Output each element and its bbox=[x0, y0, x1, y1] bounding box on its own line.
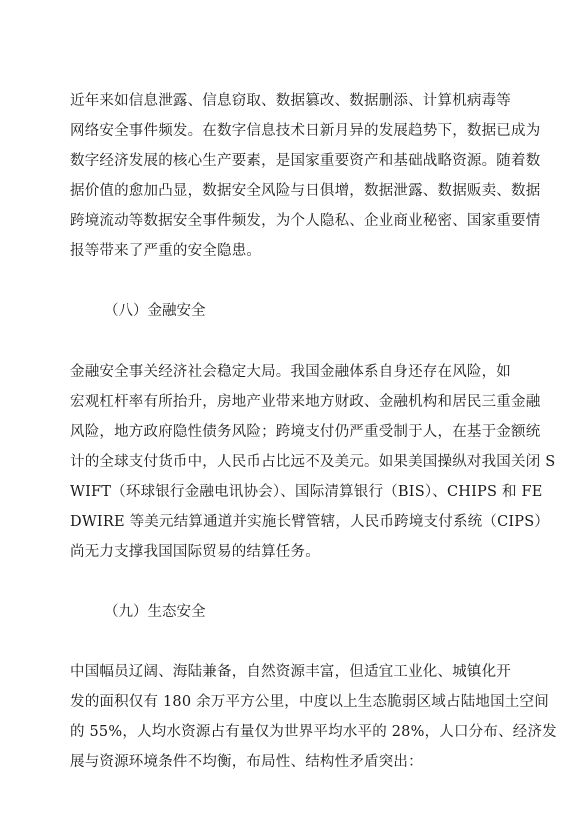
para1-line-5: 跨境流动等数据安全事件频发，为个人隐私、企业商业秘密、国家重要情 bbox=[70, 213, 541, 229]
para1-line-6: 报等带来了严重的安全隐患。 bbox=[70, 243, 262, 259]
para1-line-3: 数字经济发展的核心生产要素，是国家重要资产和基础战略资源。随着数 bbox=[70, 153, 541, 169]
para3-line-1: 中国幅员辽阔、海陆兼备，自然资源丰富，但适宜工业化、城镇化开 bbox=[70, 664, 511, 680]
para2-line-6: DWIRE 等美元结算通道并实施长臂管辖，人民币跨境支付系统（CIPS） bbox=[70, 514, 550, 530]
section-heading-financial-security: （八）金融安全 bbox=[104, 303, 206, 319]
para3-line-3: 的 55%，人均水资源占有量仅为世界平均水平的 28%，人口分布、经济发 bbox=[70, 724, 557, 740]
para2-line-5: WIFT（环球银行金融电讯协会）、国际清算银行（BIS）、CHIPS 和 FE bbox=[70, 484, 543, 500]
para1-line-1: 近年来如信息泄露、信息窃取、数据篡改、数据删添、计算机病毒等 bbox=[70, 93, 511, 109]
para2-line-7: 尚无力支撑我国国际贸易的结算任务。 bbox=[70, 544, 320, 560]
para2-line-3: 风险，地方政府隐性债务风险；跨境支付仍严重受制于人，在基于金额统 bbox=[70, 424, 541, 440]
para1-line-4: 据价值的愈加凸显，数据安全风险与日俱增，数据泄露、数据贩卖、数据 bbox=[70, 183, 541, 199]
para1-line-2: 网络安全事件频发。在数字信息技术日新月异的发展趋势下，数据已成为 bbox=[70, 123, 541, 139]
para2-line-2: 宏观杠杆率有所抬升，房地产业带来地方财政、金融机构和居民三重金融 bbox=[70, 394, 541, 410]
para2-line-1: 金融安全事关经济社会稳定大局。我国金融体系自身还存在风险，如 bbox=[70, 364, 511, 380]
section-heading-ecological-security: （九）生态安全 bbox=[104, 604, 206, 620]
para2-line-4: 计的全球支付货币中，人民币占比远不及美元。如果美国操纵对我国关闭 S bbox=[70, 454, 556, 470]
para3-line-2: 发的面积仅有 180 余万平方公里，中度以上生态脆弱区域占陆地国土空间 bbox=[70, 694, 549, 710]
para3-line-4: 展与资源环境条件不均衡，布局性、结构性矛盾突出： bbox=[70, 754, 423, 770]
